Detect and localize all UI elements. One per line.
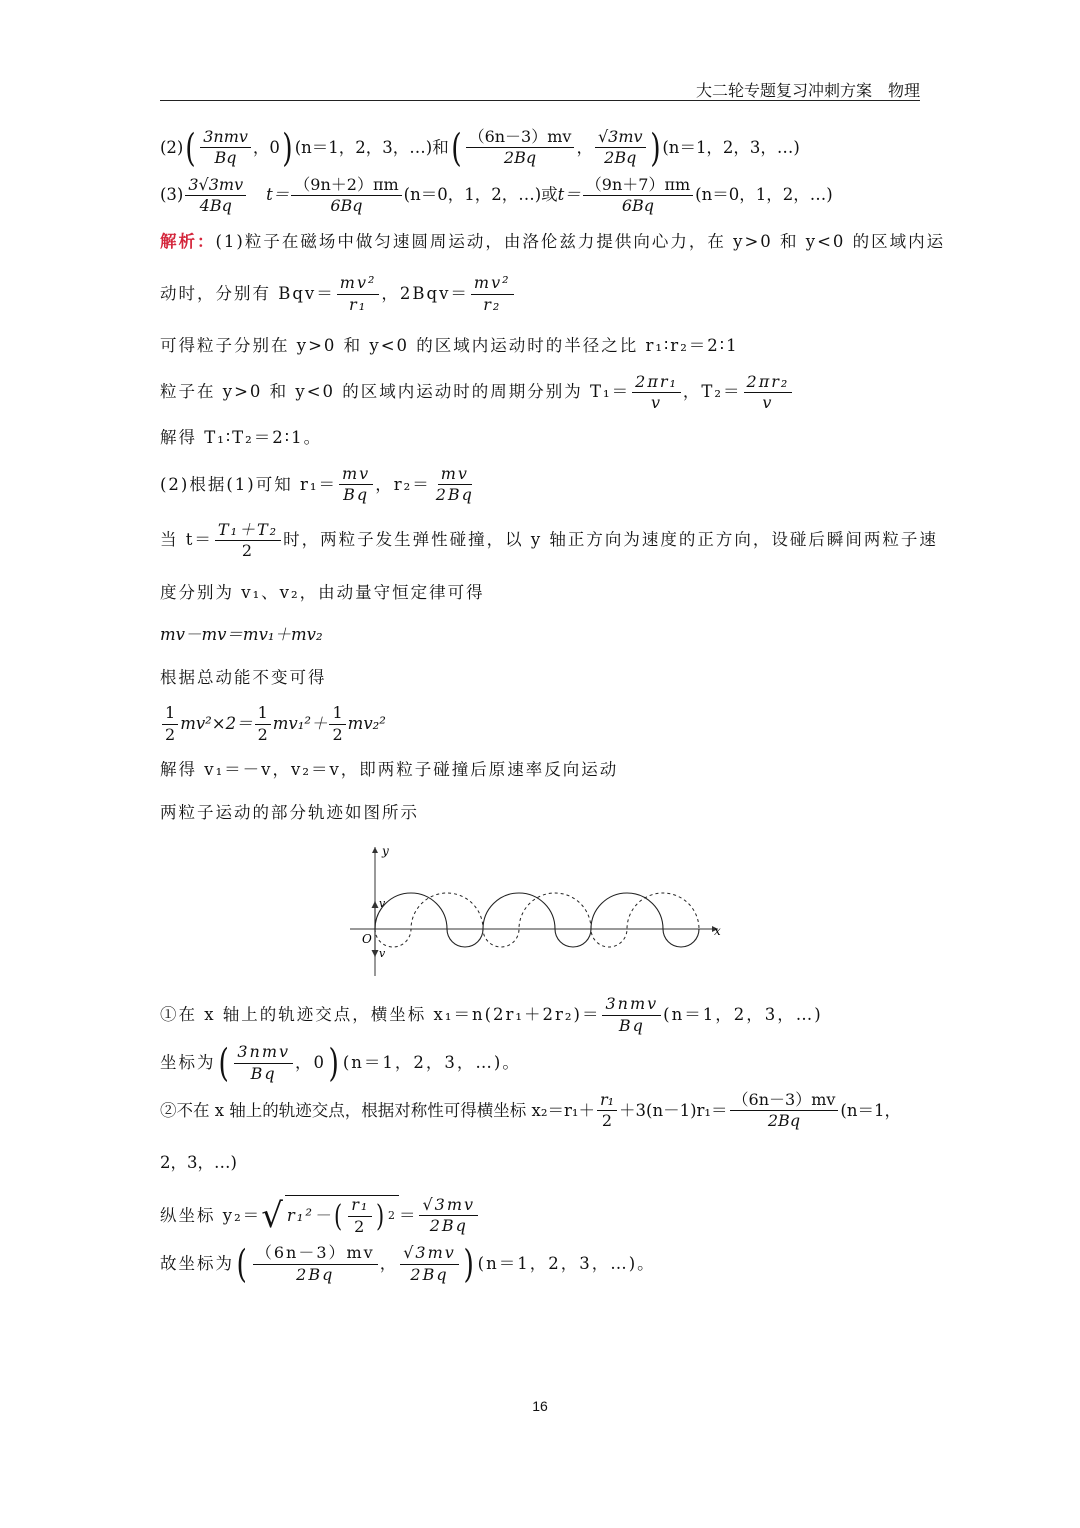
part-text: ②不在 x 轴上的轨迹交点，根据对称性可得横坐标 x₂＝r₁＋	[160, 1100, 595, 1120]
right-paren: )	[282, 125, 293, 170]
analysis-text: 动时，分别有 Bqv＝	[160, 283, 335, 303]
fraction: $\frac{\text{r₁}}{2}$	[597, 1091, 617, 1131]
fraction: $\frac{√3mv}{2Bq}$	[400, 1244, 459, 1284]
analysis-line-7	[160, 519, 938, 561]
comma: ，	[379, 1253, 399, 1273]
radicand-term: r₁²－	[286, 1206, 333, 1226]
n-range: (n＝1，2，3，…)	[663, 1005, 823, 1025]
fraction: $\frac{mv}{Bq}$	[339, 465, 373, 505]
analysis-text: 时，两粒子发生弹性碰撞，以 y 轴正方向为速度的正方向，设碰后瞬间两粒子速	[283, 530, 938, 550]
analysis-line-11	[160, 704, 920, 744]
fraction: $\frac{3√3mv}{4Bq}$	[185, 176, 246, 216]
part-1-line	[160, 995, 920, 1035]
trajectory-diagram	[350, 841, 730, 981]
answer-3-line	[160, 176, 920, 216]
analysis-line-1	[160, 231, 946, 253]
n-range: (n＝1，2，3，…)。	[477, 1253, 656, 1273]
n-range: (n＝1，2，3，…)	[294, 137, 433, 157]
analysis-line-3	[160, 336, 920, 357]
analysis-line-12	[160, 760, 920, 781]
left-paren: (	[218, 1041, 230, 1086]
fraction: $\frac{(9n+7)\pi m}{6Bq}$	[583, 176, 693, 216]
fraction: $\frac{√3mv}{2Bq}$	[595, 128, 646, 168]
analysis-text: ，r₂＝	[375, 474, 431, 494]
right-paren: )	[463, 1242, 476, 1287]
energy-term: mv²×2＝	[180, 714, 253, 734]
analysis-line-13	[160, 803, 920, 824]
fraction: $\frac{\text{r₁}}{2}$	[348, 1196, 372, 1236]
equals: ＝	[398, 1205, 418, 1225]
analysis-line-5	[160, 428, 920, 449]
fraction: $\frac{\text{2πr₂}}{v}$	[744, 373, 793, 413]
fraction: $\frac{\text{3nmv}}{Bq}$	[602, 995, 661, 1035]
analysis-text: 解得 v₁＝－v，v₂＝v，即两粒子碰撞后原速率反向运动	[160, 760, 619, 780]
left-paren: (	[236, 1242, 249, 1287]
part-5-line	[160, 1195, 920, 1236]
t-equals: t＝	[557, 185, 581, 205]
answer-3-prefix: (3)	[160, 185, 184, 205]
fraction: $\frac{\text{3nmv}}{Bq}$	[200, 128, 251, 168]
coordinate-zero: ，0	[252, 137, 280, 157]
fraction: $\frac{\text{3nmv}}{Bq}$	[234, 1043, 293, 1083]
part-2-line	[160, 1041, 920, 1086]
energy-term: mv₂²	[347, 714, 386, 734]
fraction: $\frac{\text{mv²}}{\text{r₁}}$	[337, 274, 380, 314]
right-paren: )	[328, 1041, 341, 1086]
comma: ，	[576, 137, 593, 157]
n-range: (n＝1，	[840, 1100, 901, 1120]
analysis-text: 解得 T₁∶T₂＝2∶1。	[160, 428, 323, 448]
fraction: $\frac{1}{2}$	[329, 704, 345, 744]
coordinate-zero: ，0	[295, 1052, 327, 1072]
and-text: 和	[432, 137, 449, 157]
header-title: 大二轮专题复习冲刺方案 物理	[695, 81, 920, 100]
analysis-text: 根据总动能不变可得	[160, 667, 327, 687]
radicand	[285, 1195, 399, 1236]
part-text: ①在 x 轴上的轨迹交点，横坐标 x₁＝n(2r₁＋2r₂)＝	[160, 1005, 601, 1025]
analysis-label: 解析：	[160, 231, 216, 251]
analysis-line-8	[160, 583, 920, 604]
fraction: $\frac{√3mv}{2Bq}$	[419, 1196, 478, 1236]
analysis-line-6	[160, 465, 920, 505]
velocity-up-label: v	[379, 897, 386, 911]
page-content	[160, 125, 946, 1287]
analysis-text: 当 t＝	[160, 530, 213, 550]
analysis-text: 度分别为 v₁、v₂，由动量守恒定律可得	[160, 582, 485, 602]
origin-label: O	[362, 932, 372, 947]
part-6-line	[160, 1242, 920, 1287]
momentum-equation: mv－mv＝mv₁＋mv₂	[160, 625, 323, 645]
n-range: (n＝0，1，2，…)	[695, 185, 833, 205]
radical-sign: √	[261, 1195, 285, 1236]
square-root	[261, 1195, 399, 1236]
energy-term: mv₁²＋	[272, 714, 328, 734]
part-3-line	[160, 1091, 920, 1131]
part-4-line	[160, 1153, 920, 1174]
x-axis-label: x	[714, 924, 721, 939]
solid-trajectory	[375, 893, 699, 947]
analysis-line-2	[160, 274, 920, 314]
t-equals: t＝	[266, 185, 290, 205]
trajectory-figure	[350, 841, 730, 981]
page-header	[160, 78, 920, 101]
analysis-text: (2)根据(1)可知 r₁＝	[160, 474, 337, 494]
part-text: 故坐标为	[160, 1253, 234, 1273]
fraction: $\frac{\text{T₁＋T₂}}{2}$	[215, 521, 281, 561]
analysis-text: 可得粒子分别在 y>0 和 y<0 的区域内运动时的半径之比 r₁∶r₂＝2∶1	[160, 335, 739, 355]
fraction: $\frac{(6n-3)mv}{2Bq}$	[730, 1091, 839, 1131]
square-exponent: 2	[387, 1209, 397, 1223]
fraction: $\frac{1}{2}$	[255, 704, 271, 744]
answer-2-line	[160, 125, 920, 170]
answer-2-prefix: (2)	[160, 137, 184, 157]
left-paren: (	[185, 125, 196, 170]
analysis-text: 粒子在 y>0 和 y<0 的区域内运动时的周期分别为 T₁＝	[160, 382, 631, 402]
or-text: 或	[541, 185, 558, 205]
page-number: 16	[532, 1398, 548, 1414]
analysis-text: (1)粒子在磁场中做匀速圆周运动，由洛伦兹力提供向心力，在 y>0 和 y<0 的区域内运	[215, 231, 946, 251]
part-text: 坐标为	[160, 1052, 216, 1072]
analysis-text: 两粒子运动的部分轨迹如图所示	[160, 802, 419, 822]
fraction: $\frac{mv}{2Bq}$	[435, 464, 474, 505]
n-range-cont: 2，3，…)	[160, 1152, 237, 1172]
fraction: $\frac{(6n-3)mv}{2Bq}$	[253, 1244, 378, 1284]
part-text: 纵坐标 y₂＝	[160, 1205, 262, 1225]
fraction: $\frac{\text{mv²}}{\text{r₂}}$	[471, 274, 514, 314]
velocity-down-label: v	[379, 947, 386, 961]
analysis-text: ，2Bqv＝	[381, 283, 469, 303]
n-range: (n＝0，1，2，…)	[403, 185, 542, 205]
right-paren: )	[376, 1198, 386, 1234]
fraction: $\frac{(6n-3)mv}{2Bq}$	[466, 128, 575, 168]
fraction: $\frac{1}{2}$	[162, 704, 178, 744]
n-range: (n＝1，2，3，…)。	[342, 1052, 521, 1072]
analysis-line-10	[160, 668, 920, 689]
fraction: $\frac{(9n+2)\pi m}{6Bq}$	[291, 176, 401, 216]
analysis-line-4	[160, 373, 920, 413]
left-paren: (	[450, 125, 462, 170]
part-text: ＋3(n－1)r₁＝	[619, 1100, 728, 1120]
analysis-line-9	[160, 625, 920, 646]
left-paren: (	[334, 1198, 345, 1234]
analysis-text: ，T₂＝	[682, 382, 742, 402]
n-range: (n＝1，2，3，…)	[662, 137, 800, 157]
right-paren: )	[649, 125, 661, 170]
y-axis-label: y	[382, 844, 389, 859]
fraction: $\frac{\text{2πr₁}}{v}$	[632, 373, 681, 413]
